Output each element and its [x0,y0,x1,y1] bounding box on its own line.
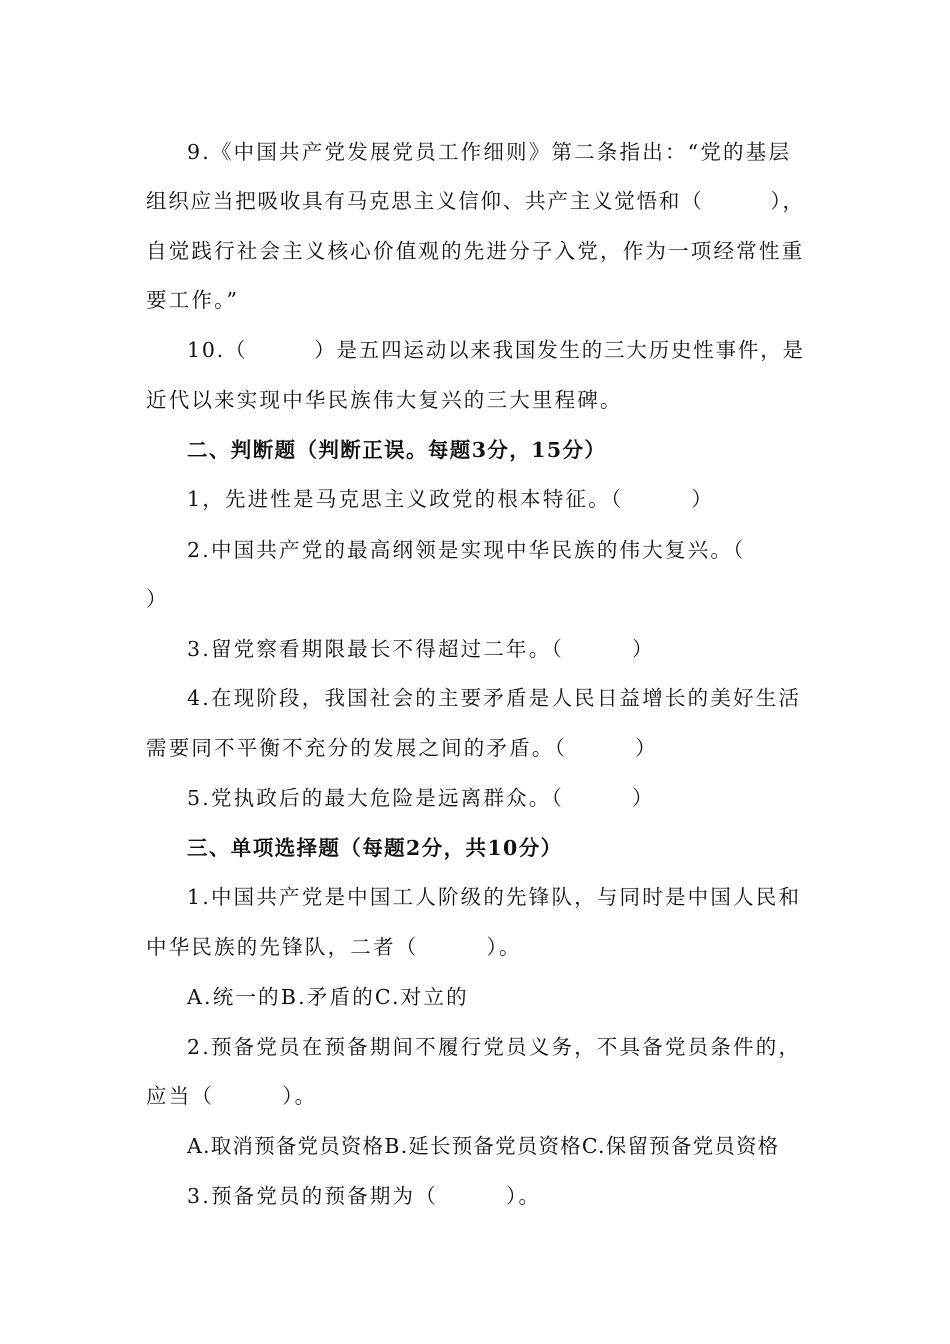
tf-question-2-line-2: ） [146,587,169,611]
tf-question-4-line-1: 4.在现阶段，我国社会的主要矛盾是人民日益增长的美好生活 [187,686,802,710]
mc-question-2-line-2: 应当（ ）。 [146,1084,318,1108]
section-heading-single-choice: 三、单项选择题（每题2分，共10分） [187,836,563,860]
tf-question-3: 3.留党察看期限最长不得超过二年。（ ） [187,637,655,661]
mc-question-1-options: A.统一的B.矛盾的C.对立的 [187,985,469,1009]
mc-question-2-line-1: 2.预备党员在预备期间不履行党员义务，不具备党员条件的， [187,1035,802,1059]
mc-question-3-line-1: 3.预备党员的预备期为（ ）。 [187,1184,542,1208]
section-heading-true-false: 二、判断题（判断正误。每题3分，15分） [187,438,607,462]
q9-line-3: 自觉践行社会主义核心价值观的先进分子入党，作为一项经常性重 [146,239,805,263]
tf-question-1: 1，先进性是马克思主义政党的根本特征。（ ） [187,487,715,511]
q9-line-4: 要工作。” [146,288,240,312]
q9-line-2: 组织应当把吸收具有马克思主义信仰、共产主义觉悟和（ ）， [146,189,805,213]
mc-question-1-line-2: 中华民族的先锋队，二者（ ）。 [146,935,522,959]
mc-question-2-options: A.取消预备党员资格B.延长预备党员资格C.保留预备党员资格 [187,1134,780,1158]
tf-question-4-line-2: 需要同不平衡不充分的发展之间的矛盾。（ ） [146,736,658,760]
tf-question-2-line-1: 2.中国共产党的最高纲领是实现中华民族的伟大复兴。（ [187,538,746,562]
q10-line-2: 近代以来实现中华民族伟大复兴的三大里程碑。 [146,388,623,412]
tf-question-5: 5.党执政后的最大危险是远离群众。（ ） [187,786,655,810]
q10-line-1: 10.（ ）是五四运动以来我国发生的三大历史性事件，是 [187,338,805,362]
mc-question-1-line-1: 1.中国共产党是中国工人阶级的先锋队，与同时是中国人民和 [187,885,802,909]
q9-line-1: 9.《中国共产党发展党员工作细则》第二条指出：“党的基层 [187,140,792,164]
